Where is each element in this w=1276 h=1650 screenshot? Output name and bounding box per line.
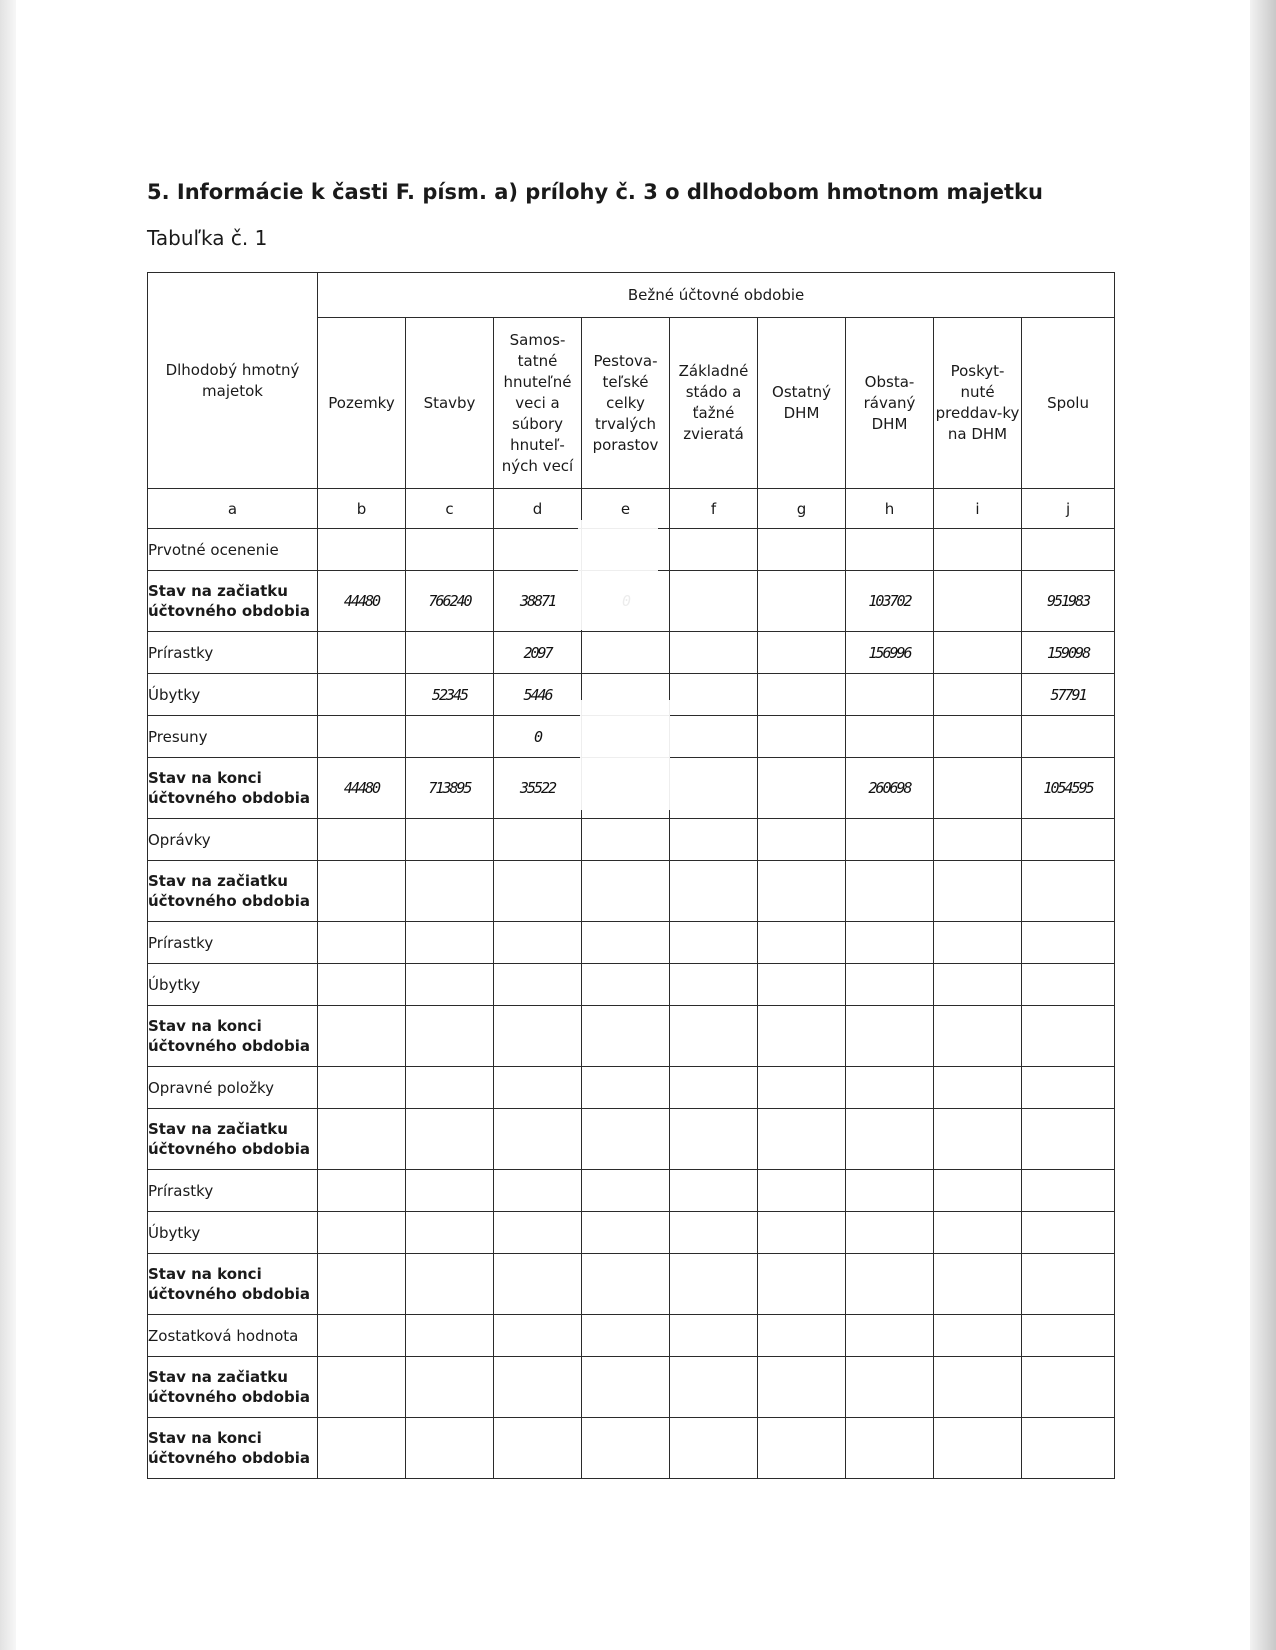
column-letter-e: e: [582, 489, 670, 529]
value-cell-g[interactable]: [758, 1170, 846, 1212]
row-label: Úbytky: [148, 1212, 318, 1254]
table-row: [148, 964, 1115, 1006]
value-cell-d[interactable]: [494, 1109, 582, 1170]
value-cell-j[interactable]: 951983: [1022, 571, 1115, 632]
column-header-j: Spolu: [1022, 318, 1115, 489]
value-cell-g[interactable]: [758, 964, 846, 1006]
value-cell-g[interactable]: [758, 1418, 846, 1479]
value-cell-g[interactable]: [758, 758, 846, 819]
value-cell-e[interactable]: [582, 632, 670, 674]
value-cell-j[interactable]: [1022, 861, 1115, 922]
table-label: Tabuľka č. 1: [147, 226, 268, 250]
row-label: Stav na začiatku účtovného obdobia: [148, 1357, 318, 1418]
row-label: Stav na konci účtovného obdobia: [148, 1418, 318, 1479]
value-cell-f[interactable]: [670, 1357, 758, 1418]
column-letter-a: a: [148, 489, 318, 529]
empty-cell: [318, 529, 406, 571]
value-cell-e[interactable]: [582, 1170, 670, 1212]
value-cell-b[interactable]: [318, 1418, 406, 1479]
value-cell-i[interactable]: [934, 1212, 1022, 1254]
value-cell-h[interactable]: 260698: [846, 758, 934, 819]
value-cell-j[interactable]: [1022, 1170, 1115, 1212]
value-cell-g[interactable]: [758, 1212, 846, 1254]
value-cell-d[interactable]: [494, 861, 582, 922]
value-cell-c[interactable]: [406, 922, 494, 964]
value-cell-b[interactable]: [318, 1254, 406, 1315]
empty-cell: [494, 819, 582, 861]
value-cell-i[interactable]: [934, 716, 1022, 758]
row-label: Presuny: [148, 716, 318, 758]
value-cell-d[interactable]: 2097: [494, 632, 582, 674]
value-cell-d[interactable]: 38871: [494, 571, 582, 632]
column-letter-j: j: [1022, 489, 1115, 529]
value-cell-e[interactable]: [582, 861, 670, 922]
value-cell-c[interactable]: [406, 964, 494, 1006]
empty-cell: [1022, 819, 1115, 861]
value-cell-b[interactable]: [318, 674, 406, 716]
column-header-h: Obsta-rávaný DHM: [846, 318, 934, 489]
value-cell-c[interactable]: 52345: [406, 674, 494, 716]
empty-cell: [406, 529, 494, 571]
value-cell-g[interactable]: [758, 571, 846, 632]
empty-cell: [494, 529, 582, 571]
column-letter-h: h: [846, 489, 934, 529]
empty-cell: [934, 819, 1022, 861]
value-cell-c[interactable]: [406, 1212, 494, 1254]
empty-cell: [406, 1067, 494, 1109]
value-cell-d[interactable]: [494, 1170, 582, 1212]
value-cell-b[interactable]: 44480: [318, 758, 406, 819]
table-row: [148, 1357, 1115, 1418]
empty-cell: [934, 1315, 1022, 1357]
value-cell-h[interactable]: [846, 861, 934, 922]
section-title-row: [148, 1067, 1115, 1109]
column-letter-f: f: [670, 489, 758, 529]
fixed-assets-table: [147, 272, 1115, 1479]
section-title: Oprávky: [148, 819, 318, 861]
row-label: Stav na začiatku účtovného obdobia: [148, 861, 318, 922]
value-cell-c[interactable]: [406, 1357, 494, 1418]
value-cell-i[interactable]: [934, 1170, 1022, 1212]
value-cell-f[interactable]: [670, 861, 758, 922]
empty-cell: [318, 1067, 406, 1109]
column-letter-g: g: [758, 489, 846, 529]
value-cell-d[interactable]: [494, 1212, 582, 1254]
value-cell-h[interactable]: [846, 1109, 934, 1170]
empty-cell: [846, 529, 934, 571]
value-cell-d[interactable]: [494, 1254, 582, 1315]
row-label: Stav na konci účtovného obdobia: [148, 758, 318, 819]
column-letter-b: b: [318, 489, 406, 529]
empty-cell: [758, 1067, 846, 1109]
value-cell-i[interactable]: [934, 1418, 1022, 1479]
column-header-b: Pozemky: [318, 318, 406, 489]
whiteout-patch: [578, 520, 658, 630]
value-cell-c[interactable]: [406, 1254, 494, 1315]
column-header-f: Základné stádo a ťažné zvieratá: [670, 318, 758, 489]
column-header-c: Stavby: [406, 318, 494, 489]
row-label: Stav na začiatku účtovného obdobia: [148, 1109, 318, 1170]
value-cell-c[interactable]: [406, 1418, 494, 1479]
table-row: [148, 632, 1115, 674]
value-cell-c[interactable]: 713895: [406, 758, 494, 819]
value-cell-c[interactable]: [406, 1109, 494, 1170]
section-title-row: [148, 819, 1115, 861]
value-cell-g[interactable]: [758, 1109, 846, 1170]
row-label: Stav na konci účtovného obdobia: [148, 1254, 318, 1315]
value-cell-f[interactable]: [670, 674, 758, 716]
empty-cell: [582, 1067, 670, 1109]
value-cell-h[interactable]: [846, 674, 934, 716]
value-cell-i[interactable]: [934, 1357, 1022, 1418]
value-cell-i[interactable]: [934, 861, 1022, 922]
table-row: [148, 1006, 1115, 1067]
empty-cell: [1022, 529, 1115, 571]
empty-cell: [934, 529, 1022, 571]
empty-cell: [846, 1315, 934, 1357]
value-cell-h[interactable]: [846, 1254, 934, 1315]
value-cell-b[interactable]: 44480: [318, 571, 406, 632]
row-label: Stav na začiatku účtovného obdobia: [148, 571, 318, 632]
value-cell-i[interactable]: [934, 1006, 1022, 1067]
value-cell-d[interactable]: 5446: [494, 674, 582, 716]
empty-cell: [406, 819, 494, 861]
value-cell-f[interactable]: [670, 716, 758, 758]
column-header-i: Poskyt-nuté preddav-ky na DHM: [934, 318, 1022, 489]
value-cell-j[interactable]: [1022, 922, 1115, 964]
value-cell-d[interactable]: [494, 1418, 582, 1479]
value-cell-b[interactable]: [318, 1357, 406, 1418]
table-row: [148, 1170, 1115, 1212]
value-cell-i[interactable]: [934, 964, 1022, 1006]
row-label: Prírastky: [148, 922, 318, 964]
value-cell-g[interactable]: [758, 674, 846, 716]
value-cell-d[interactable]: [494, 1357, 582, 1418]
value-cell-f[interactable]: [670, 1109, 758, 1170]
value-cell-f[interactable]: [670, 1418, 758, 1479]
empty-cell: [758, 819, 846, 861]
value-cell-g[interactable]: [758, 632, 846, 674]
value-cell-j[interactable]: [1022, 1109, 1115, 1170]
empty-cell: [670, 1315, 758, 1357]
empty-cell: [846, 1067, 934, 1109]
value-cell-e[interactable]: [582, 922, 670, 964]
value-cell-g[interactable]: [758, 1006, 846, 1067]
value-cell-f[interactable]: [670, 964, 758, 1006]
column-header-g: Ostatný DHM: [758, 318, 846, 489]
value-cell-c[interactable]: [406, 1006, 494, 1067]
section-title: Prvotné ocenenie: [148, 529, 318, 571]
column-letter-c: c: [406, 489, 494, 529]
empty-cell: [758, 529, 846, 571]
value-cell-f[interactable]: [670, 922, 758, 964]
empty-cell: [846, 819, 934, 861]
empty-cell: [494, 1067, 582, 1109]
table-row: [148, 1109, 1115, 1170]
value-cell-c[interactable]: 766240: [406, 571, 494, 632]
value-cell-j[interactable]: [1022, 1254, 1115, 1315]
empty-cell: [934, 1067, 1022, 1109]
value-cell-h[interactable]: 156996: [846, 632, 934, 674]
table-row: [148, 861, 1115, 922]
row-label: Úbytky: [148, 964, 318, 1006]
empty-cell: [758, 1315, 846, 1357]
column-header-d: Samos-tatné hnuteľné veci a súbory hnuteľ-ných vecí: [494, 318, 582, 489]
row-label: Prírastky: [148, 632, 318, 674]
table-row: [148, 922, 1115, 964]
whiteout-patch: [580, 700, 670, 810]
value-cell-f[interactable]: [670, 1254, 758, 1315]
value-cell-d[interactable]: [494, 964, 582, 1006]
value-cell-h[interactable]: [846, 716, 934, 758]
value-cell-d[interactable]: [494, 1006, 582, 1067]
value-cell-e[interactable]: [582, 964, 670, 1006]
value-cell-f[interactable]: [670, 1212, 758, 1254]
value-cell-b[interactable]: [318, 922, 406, 964]
value-cell-f[interactable]: [670, 571, 758, 632]
value-cell-e[interactable]: [582, 1109, 670, 1170]
empty-cell: [582, 819, 670, 861]
column-header-e: Pestova-teľské celky trvalých porastov: [582, 318, 670, 489]
table-row: [148, 1254, 1115, 1315]
value-cell-e[interactable]: [582, 1212, 670, 1254]
section-title-row: [148, 1315, 1115, 1357]
empty-cell: [670, 529, 758, 571]
row-label: Prírastky: [148, 1170, 318, 1212]
empty-cell: [494, 1315, 582, 1357]
value-cell-h[interactable]: [846, 1170, 934, 1212]
value-cell-b[interactable]: [318, 1170, 406, 1212]
value-cell-e[interactable]: [582, 1418, 670, 1479]
value-cell-j[interactable]: [1022, 1357, 1115, 1418]
page-edge-left: [0, 0, 16, 1650]
row-label: Stav na konci účtovného obdobia: [148, 1006, 318, 1067]
value-cell-i[interactable]: [934, 758, 1022, 819]
value-cell-e[interactable]: [582, 1357, 670, 1418]
table-row: [148, 1418, 1115, 1479]
value-cell-d[interactable]: 35522: [494, 758, 582, 819]
value-cell-i[interactable]: [934, 571, 1022, 632]
value-cell-b[interactable]: [318, 716, 406, 758]
value-cell-i[interactable]: [934, 632, 1022, 674]
value-cell-b[interactable]: [318, 632, 406, 674]
value-cell-d[interactable]: [494, 922, 582, 964]
empty-cell: [1022, 1067, 1115, 1109]
value-cell-i[interactable]: [934, 922, 1022, 964]
table-row: [148, 1212, 1115, 1254]
value-cell-j[interactable]: [1022, 1006, 1115, 1067]
value-cell-h[interactable]: [846, 922, 934, 964]
value-cell-c[interactable]: [406, 632, 494, 674]
value-cell-j[interactable]: [1022, 964, 1115, 1006]
value-cell-g[interactable]: [758, 1254, 846, 1315]
section-title: Zostatková hodnota: [148, 1315, 318, 1357]
value-cell-i[interactable]: [934, 1109, 1022, 1170]
value-cell-b[interactable]: [318, 1109, 406, 1170]
empty-cell: [318, 1315, 406, 1357]
column-letter-i: i: [934, 489, 1022, 529]
empty-cell: [1022, 1315, 1115, 1357]
value-cell-j[interactable]: 1054595: [1022, 758, 1115, 819]
value-cell-d[interactable]: 0: [494, 716, 582, 758]
row-label: Úbytky: [148, 674, 318, 716]
section-title: Opravné položky: [148, 1067, 318, 1109]
value-cell-e[interactable]: [582, 1254, 670, 1315]
value-cell-g[interactable]: [758, 716, 846, 758]
value-cell-h[interactable]: [846, 1418, 934, 1479]
value-cell-j[interactable]: [1022, 716, 1115, 758]
value-cell-h[interactable]: [846, 964, 934, 1006]
value-cell-f[interactable]: [670, 758, 758, 819]
column-letter-d: d: [494, 489, 582, 529]
value-cell-c[interactable]: [406, 716, 494, 758]
value-cell-f[interactable]: [670, 1170, 758, 1212]
value-cell-e[interactable]: [582, 1006, 670, 1067]
empty-cell: [406, 1315, 494, 1357]
value-cell-f[interactable]: [670, 1006, 758, 1067]
empty-cell: [582, 1315, 670, 1357]
value-cell-c[interactable]: [406, 1170, 494, 1212]
value-cell-i[interactable]: [934, 674, 1022, 716]
value-cell-c[interactable]: [406, 861, 494, 922]
value-cell-b[interactable]: [318, 861, 406, 922]
value-cell-j[interactable]: [1022, 1212, 1115, 1254]
value-cell-h[interactable]: 103702: [846, 571, 934, 632]
value-cell-j[interactable]: 159098: [1022, 632, 1115, 674]
value-cell-g[interactable]: [758, 1357, 846, 1418]
value-cell-b[interactable]: [318, 964, 406, 1006]
empty-cell: [670, 1067, 758, 1109]
value-cell-b[interactable]: [318, 1006, 406, 1067]
value-cell-i[interactable]: [934, 1254, 1022, 1315]
value-cell-j[interactable]: [1022, 1418, 1115, 1479]
empty-cell: [670, 819, 758, 861]
section-heading: 5. Informácie k časti F. písm. a) prílohy č. 3 o dlhodobom hmotnom majetku: [147, 180, 1043, 204]
value-cell-j[interactable]: 57791: [1022, 674, 1115, 716]
value-cell-g[interactable]: [758, 861, 846, 922]
value-cell-h[interactable]: [846, 1212, 934, 1254]
value-cell-h[interactable]: [846, 1006, 934, 1067]
page-edge-right: [1250, 0, 1276, 1650]
period-header-cell: Bežné účtovné obdobie: [318, 273, 1115, 318]
value-cell-h[interactable]: [846, 1357, 934, 1418]
empty-cell: [318, 819, 406, 861]
row-header-cell: Dlhodobý hmotný majetok: [148, 273, 318, 489]
value-cell-b[interactable]: [318, 1212, 406, 1254]
value-cell-g[interactable]: [758, 922, 846, 964]
value-cell-f[interactable]: [670, 632, 758, 674]
